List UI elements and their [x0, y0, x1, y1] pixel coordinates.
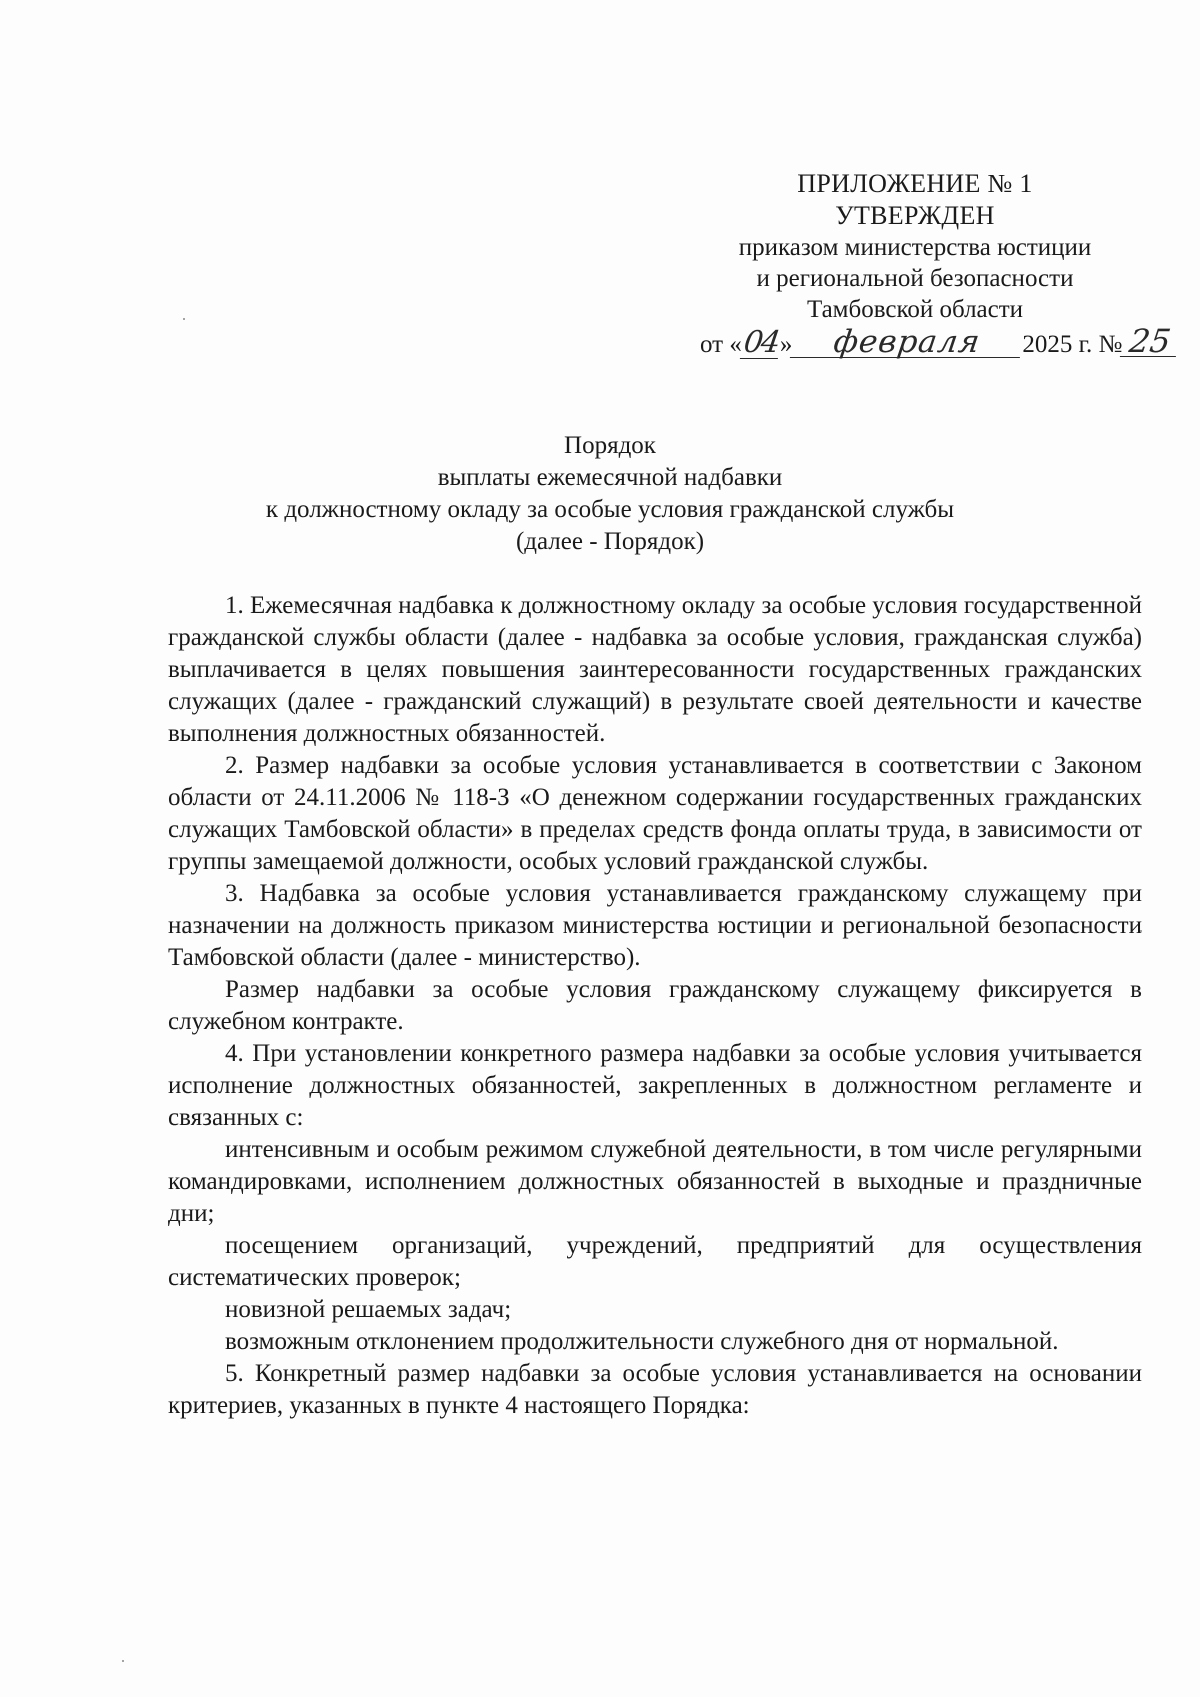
- approval-ministry-line: и региональной безопасности: [756, 265, 1074, 292]
- document-body: [168, 590, 1142, 1422]
- paragraph-3: 3. Надбавка за особые условия устанавливается гражданскому служащему при назначении на должность приказом министерства юстиции и региональной безопасности Тамбовской области (далее - министерство).: [168, 880, 1142, 971]
- paragraph-5: 5. Конкретный размер надбавки за особые условия устанавливается на основании критериев, указанных в пункте 4 настоящего Порядка:: [168, 1360, 1142, 1419]
- scan-speck: [183, 318, 185, 320]
- scan-speck: [122, 1660, 124, 1662]
- title-line-3: к должностному окладу за особые условия гражданской службы: [265, 496, 955, 523]
- title-line-4: (далее - Порядок): [515, 528, 705, 555]
- approval-date-line: [700, 322, 1174, 365]
- date-quote-close: »: [779, 331, 793, 358]
- approved-heading: УТВЕРЖДЕН: [835, 201, 995, 230]
- criterion-novelty: новизной решаемых задач;: [225, 1296, 512, 1323]
- document-title: [170, 430, 1050, 558]
- appendix-number: ПРИЛОЖЕНИЕ № 1: [797, 169, 1033, 198]
- paragraph-1: 1. Ежемесячная надбавка к должностному окладу за особые условия государственной гражданской службы области (далее - надбавка за особые условия, гражданская служба) выплачивается в целях повышения заинтересованности государственных гражданских служащих (далее - гражданский служащий) в результате своей деятельности и качестве выполнения должностных обязанностей.: [168, 592, 1142, 747]
- approval-region-line: Тамбовской области: [806, 296, 1024, 323]
- paragraph-4: 4. При установлении конкретного размера надбавки за особые условия учитывается исполнение должностных обязанностей, закрепленных в должностном регламенте и связанных с:: [168, 1040, 1142, 1131]
- paragraph-2: 2. Размер надбавки за особые условия устанавливается в соответствии с Законом области от 24.11.2006 № 118-З «О денежном содержании государственных гражданских служащих Тамбовской области» в пределах средств фонда оплаты труда, в зависимости от группы замещаемой должности, особых условий гражданской службы.: [168, 752, 1142, 875]
- handwritten-day: 04: [741, 325, 781, 360]
- criterion-intensive-mode: интенсивным и особым режимом служебной деятельности, в том числе регулярными командировками, исполнением должностных обязанностей в выходные и праздничные дни;: [168, 1136, 1142, 1227]
- approval-stamp-block: [700, 168, 1174, 365]
- criterion-workday-deviation: возможным отклонением продолжительности служебного дня от нормальной.: [225, 1328, 1059, 1355]
- paragraph-3-contract: Размер надбавки за особые условия гражданскому служащему фиксируется в служебном контракте.: [168, 976, 1142, 1035]
- handwritten-month: февраля: [790, 327, 1024, 358]
- title-line-2: выплаты ежемесячной надбавки: [437, 464, 783, 491]
- date-prefix: от «: [700, 331, 742, 358]
- handwritten-order-number: 25: [1120, 326, 1180, 357]
- title-line-1: Порядок: [564, 432, 656, 459]
- approval-order-line: приказом министерства юстиции: [738, 234, 1092, 261]
- criterion-inspections: посещением организаций, учреждений, предприятий для осуществления систематических проверок;: [168, 1232, 1142, 1291]
- date-year-number-label: 2025 г. №: [1022, 331, 1123, 358]
